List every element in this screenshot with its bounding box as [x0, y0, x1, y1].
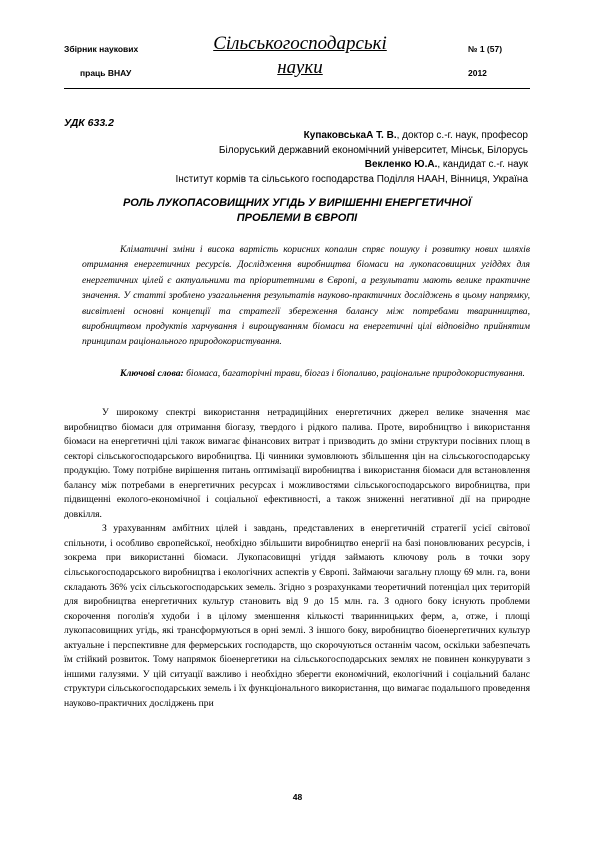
keywords-text: біомаса, багаторічні трави, біогаз і біопаливо, раціональне природокористування.: [183, 368, 525, 379]
body-paragraph-2: З урахуванням амбітних цілей і завдань, представлених в енергетичній стратегії усієї світової спільноти, і особливо європейської, необхідно збільшити виробництво енергії на базі поновлюваних ресурсів, і зокрема при використанні біомаси. Лукопасовищні угіддя займають ключову роль в точки зору сільськогосподарського виробництва і екологічних аспектів у Європі. Займаючи загальну площу 69 млн. га, вони складають 36% усіх сільськогосподарських земель. Згідно з розрахунками теоретичний потенціал цих територій для виробництва енергетичних культур становить від 9 до 15 млн. га. З одного боку існують проблеми скорочення поголів'я худоби і в цілому зменшення кількості тваринницьких ферм, а, отже, і площі лукопасовищних угідь, які трансформуються в орні землі. З іншого боку, виробництво біоенергетичних культур актуальне і перспективне для фермерських господарств, що скорочуються останнім часом, оскільки забезпечать їм стійкий розвиток. Тому напрямок біоенергетики на сільськогосподарських землях не повинен конкурувати з іншими галузями. У цій ситуації важливо і необхідно зберегти економічний, екологічний і соціальний баланс структури сільськогосподарських земель і їх функціонального використання, що вимагає подальшого проведення науково-практичних досліджень при: [64, 523, 530, 709]
author-1-affiliation: Білоруський державний економічний університет, Мінськ, Білорусь: [218, 144, 528, 156]
journal-title-line1: Сільськогосподарські: [213, 33, 387, 54]
article-title-line1: РОЛЬ ЛУКОПАСОВИЩНИХ УГІДЬ У ВИРІШЕННІ ЕНЕРГЕТИЧНОЇ: [122, 197, 472, 209]
body-paragraph-1: У широкому спектрі використання нетрадиційних енергетичних джерел велике значення має виробництво біомаси для отримання біогазу, твердого і рідкого палива. Проте, виробництво і використання біомаси на енергетичні цілі також вимагає фінансових витрат і призводить до зміни структури посівних площ в секторі сільськогосподарського виробництва. Ці чинники зумовлюють збільшення цін на сільськогосподарську продукцію. Тому потрібне вирішення питань оптимізації виробництва і використання біомаси для встановлення балансу між потребами в енергетичних ресурсах і можливостями сільськогосподарського виробництва, при підвищенні еколого-економічної і соціальної ефективності, а також зниженні негативної дії на природне довкілля.: [64, 407, 530, 520]
header-divider: [64, 88, 530, 89]
page-number: 48: [292, 792, 303, 802]
abstract: Кліматичні зміни і висока вартість корисних копалин спряє пошуку і розвитку нових шляхів отримання енергетичних ресурсів. Дослідження виробництва біомаси на лукопасовищних угіддях для енергетичних цілей є актуальними та пріоритетними в Європі, а результати мають велике практичне значення. У статті зроблено узагальнення результатів науково-практичних досліджень в цьому напрямку, висвітлені основні концепції та стратегії збереження балансу між потребами тваринництва, виробництвом продуктів харчування і вирощуванням біомаси на енергетичні цілі відповідно прийнятим принципам раціонального природокористування.: [82, 244, 530, 348]
header-issue-number: № 1 (57): [468, 44, 503, 54]
header-journal-title: [180, 32, 420, 80]
journal-title-line2: науки: [277, 57, 323, 78]
article-title: [64, 196, 530, 226]
header-collection-label: Збірник наукових: [64, 44, 139, 54]
author-2-affiliation: Інститут кормів та сільського господарства Поділля НААН, Вінниця, Україна: [175, 173, 528, 185]
header-year: 2012: [468, 68, 487, 78]
article-title-line2: ПРОБЛЕМИ В ЄВРОПІ: [236, 212, 358, 224]
author-2-name: Векленко Ю.А.: [364, 159, 438, 170]
header-university-label: праць ВНАУ: [80, 68, 132, 78]
author-2-line: [58, 158, 528, 173]
author-1-degree: , доктор с.-г. наук, професор: [396, 130, 528, 141]
article-body: [64, 406, 530, 711]
author-1-line: [58, 129, 528, 144]
author-2-degree: , кандидат с.-г. наук: [437, 159, 528, 170]
keywords-label: Ключові слова:: [120, 368, 184, 379]
author-1-name: КупаковськаА Т. В.: [303, 130, 397, 141]
udk-code: УДК 633.2: [64, 117, 114, 129]
keywords: [82, 366, 530, 381]
authors-block: [58, 129, 528, 187]
